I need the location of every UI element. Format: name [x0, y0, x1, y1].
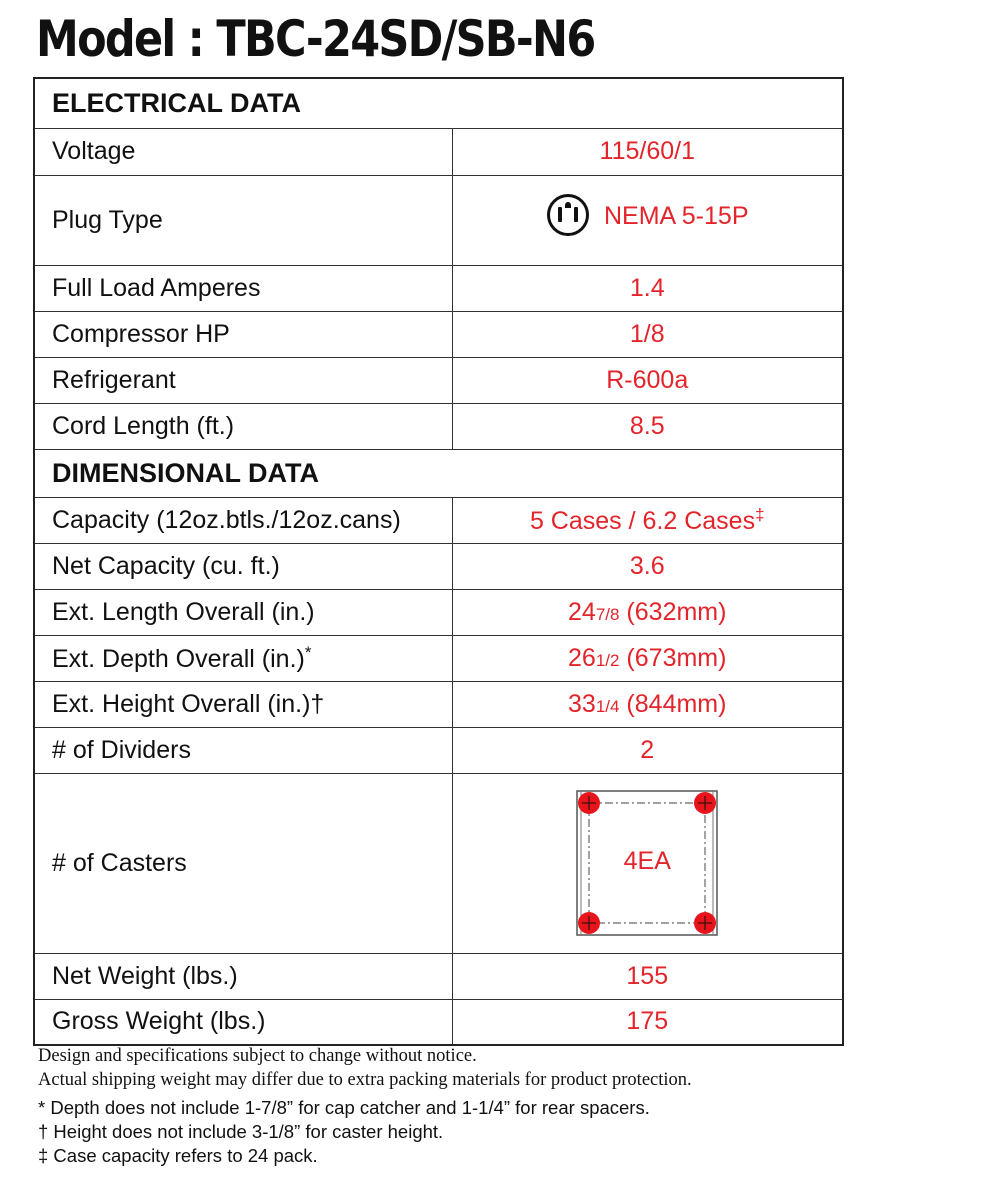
- footnotes: [38, 1044, 692, 1168]
- mm-value: (844mm): [619, 689, 727, 718]
- row-label: [34, 681, 452, 727]
- section-title: DIMENSIONAL DATA: [34, 449, 843, 497]
- row-label: Compressor HP: [34, 311, 452, 357]
- mm-value: (632mm): [619, 597, 727, 626]
- mm-value: (673mm): [619, 643, 727, 672]
- table-row: [34, 403, 843, 449]
- row-label: Voltage: [34, 128, 452, 175]
- table-row: [34, 311, 843, 357]
- row-value: 3.6: [452, 543, 843, 589]
- table-row: [34, 128, 843, 175]
- section-header-dimensional: [34, 449, 843, 497]
- row-label: Refrigerant: [34, 357, 452, 403]
- footnote-mark: †: [310, 689, 325, 718]
- table-row: [34, 953, 843, 999]
- footnote-mark: ‡: [755, 504, 765, 524]
- row-label: Full Load Amperes: [34, 265, 452, 311]
- table-row: [34, 265, 843, 311]
- row-value: 1.4: [452, 265, 843, 311]
- whole-inches: 24: [568, 597, 596, 626]
- plug-outlet-icon: [546, 193, 590, 237]
- row-value: [452, 635, 843, 681]
- row-value: R-600a: [452, 357, 843, 403]
- row-label: [34, 635, 452, 681]
- row-label: Cord Length (ft.): [34, 403, 452, 449]
- table-row: [34, 357, 843, 403]
- row-value: [452, 773, 843, 953]
- note-line: ‡ Case capacity refers to 24 pack.: [38, 1145, 318, 1166]
- row-label: Net Capacity (cu. ft.): [34, 543, 452, 589]
- capacity-value: 5 Cases / 6.2 Cases: [529, 506, 756, 535]
- row-label: # of Dividers: [34, 727, 452, 773]
- row-label: Net Weight (lbs.): [34, 953, 452, 999]
- table-row: [34, 497, 843, 543]
- fraction-inches: 7/8: [595, 604, 620, 624]
- note-line: † Height does not include 3-1/8” for caster height.: [38, 1121, 444, 1142]
- note-line: * Depth does not include 1-7/8” for cap catcher and 1-1/4” for rear spacers.: [38, 1097, 650, 1118]
- row-label: Gross Weight (lbs.): [34, 999, 452, 1045]
- row-label: Plug Type: [34, 175, 452, 265]
- label-text: Ext. Height Overall (in.): [52, 689, 311, 718]
- section-header-electrical: [34, 78, 843, 128]
- caster-count-value: 4EA: [623, 847, 671, 875]
- page-title: Model : TBC-24SD/SB-N6: [36, 10, 595, 68]
- whole-inches: 33: [568, 689, 596, 718]
- table-row: [34, 589, 843, 635]
- row-label: Ext. Length Overall (in.): [34, 589, 452, 635]
- table-row: [34, 635, 843, 681]
- row-value: 175: [452, 999, 843, 1045]
- section-title: ELECTRICAL DATA: [34, 78, 843, 128]
- row-value: [452, 589, 843, 635]
- row-value: [452, 497, 843, 543]
- table-row: [34, 175, 843, 265]
- note-line: Design and specifications subject to change without notice.: [38, 1046, 477, 1066]
- spec-table: [33, 77, 844, 1046]
- note-line: Actual shipping weight may differ due to extra packing materials for product protection.: [38, 1070, 692, 1090]
- whole-inches: 26: [568, 643, 596, 672]
- row-label: Capacity (12oz.btls./12oz.cans): [34, 497, 452, 543]
- row-value: [452, 681, 843, 727]
- row-value: 2: [452, 727, 843, 773]
- row-value: 155: [452, 953, 843, 999]
- table-row: [34, 773, 843, 953]
- row-label: # of Casters: [34, 773, 452, 953]
- footnote-mark: *: [304, 642, 312, 662]
- row-value: [452, 175, 843, 265]
- row-value: 8.5: [452, 403, 843, 449]
- table-row: [34, 999, 843, 1045]
- table-row: [34, 681, 843, 727]
- fraction-inches: 1/2: [595, 650, 620, 670]
- row-value: 115/60/1: [452, 128, 843, 175]
- table-row: [34, 727, 843, 773]
- table-row: [34, 543, 843, 589]
- fraction-inches: 1/4: [595, 696, 620, 716]
- row-value: 1/8: [452, 311, 843, 357]
- label-text: Ext. Depth Overall (in.): [52, 644, 305, 673]
- plug-type-value: NEMA 5-15P: [603, 202, 749, 230]
- caster-layout-icon: [575, 789, 719, 937]
